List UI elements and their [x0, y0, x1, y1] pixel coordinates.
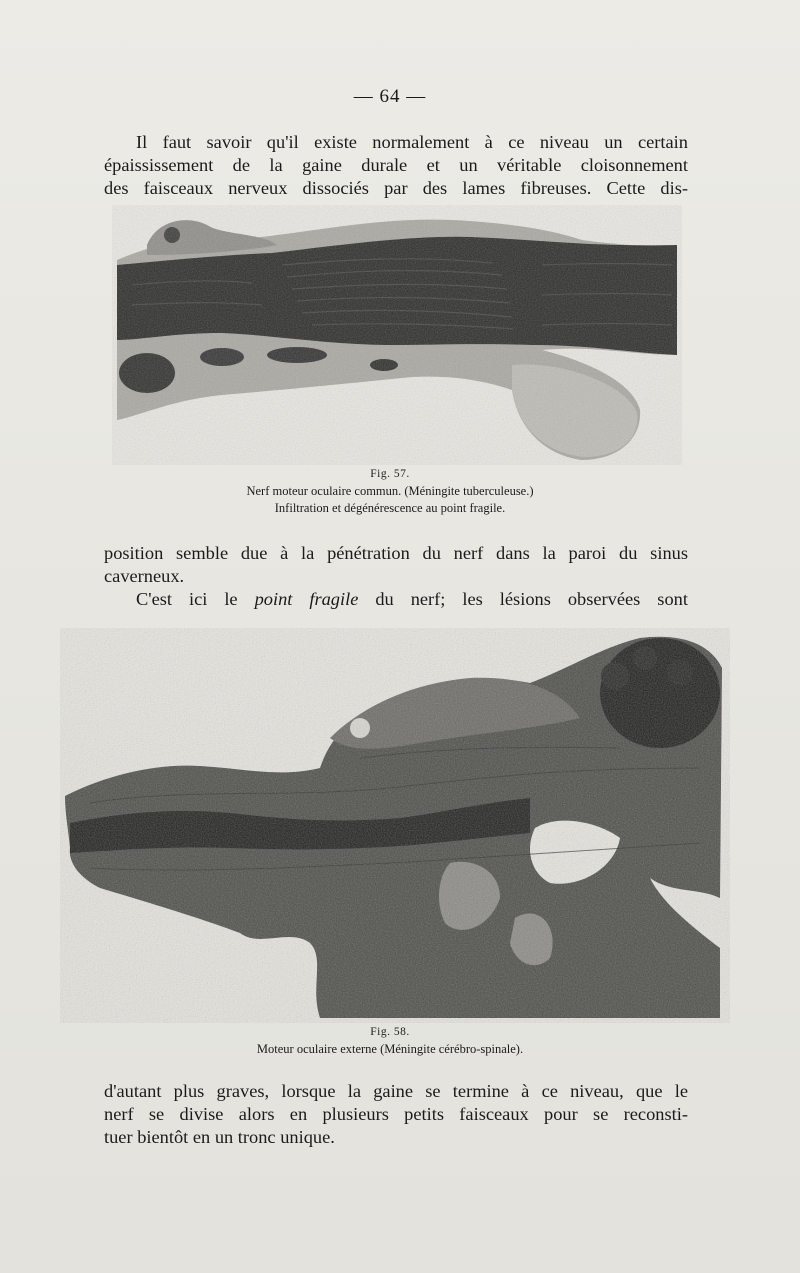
figure-57-label: Fig. 57. — [370, 468, 410, 480]
paragraph-3-line-3: tuer bientôt en un tronc unique. — [104, 1127, 335, 1147]
paragraph-3-line-2: nerf se divise alors en plusieurs petits faisceaux pour se reconsti- — [104, 1104, 688, 1124]
paragraph-2-line-1: position semble due à la pénétration du nerf dans la paroi du sinus — [104, 543, 688, 563]
figure-57-caption-line-1: Nerf moteur oculaire commun. (Méningite tuberculeuse.) — [246, 484, 534, 498]
paragraph-1-line-2: épaississement de la gaine durale et un véritable cloisonnement — [104, 155, 688, 175]
paragraph-2-line-2: caverneux. — [104, 566, 185, 586]
paragraph-1-line-3: des faisceaux nerveux dissociés par des lames fibreuses. Cette dis- — [104, 178, 688, 198]
figure-57-caption — [0, 466, 780, 517]
paragraph-2-line-3-start: C'est ici le — [136, 589, 255, 609]
paragraph-3 — [104, 1080, 688, 1149]
paragraph-1 — [104, 131, 688, 200]
paragraph-2-line-3-end: du nerf; les lésions observées sont — [358, 589, 688, 609]
page-number: — 64 — — [353, 86, 427, 107]
paragraph-2 — [104, 542, 688, 611]
figure-58-caption — [0, 1024, 780, 1058]
emphasis-point-fragile: point fragile — [254, 589, 359, 609]
figure-57-micrograph — [112, 205, 682, 465]
figure-58-caption-line: Moteur oculaire externe (Méningite cérébro-spinale). — [256, 1042, 524, 1056]
paragraph-2-line-3 — [104, 588, 688, 611]
figure-57-caption-line-2: Infiltration et dégénérescence au point fragile. — [274, 501, 506, 515]
paragraph-3-line-1: d'autant plus graves, lorsque la gaine se termine à ce niveau, que le — [104, 1081, 688, 1101]
figure-58-micrograph — [60, 628, 730, 1023]
paragraph-1-line-1: Il faut savoir qu'il existe normalement à ce niveau un certain — [136, 132, 688, 152]
figure-58-label: Fig. 58. — [370, 1026, 410, 1038]
